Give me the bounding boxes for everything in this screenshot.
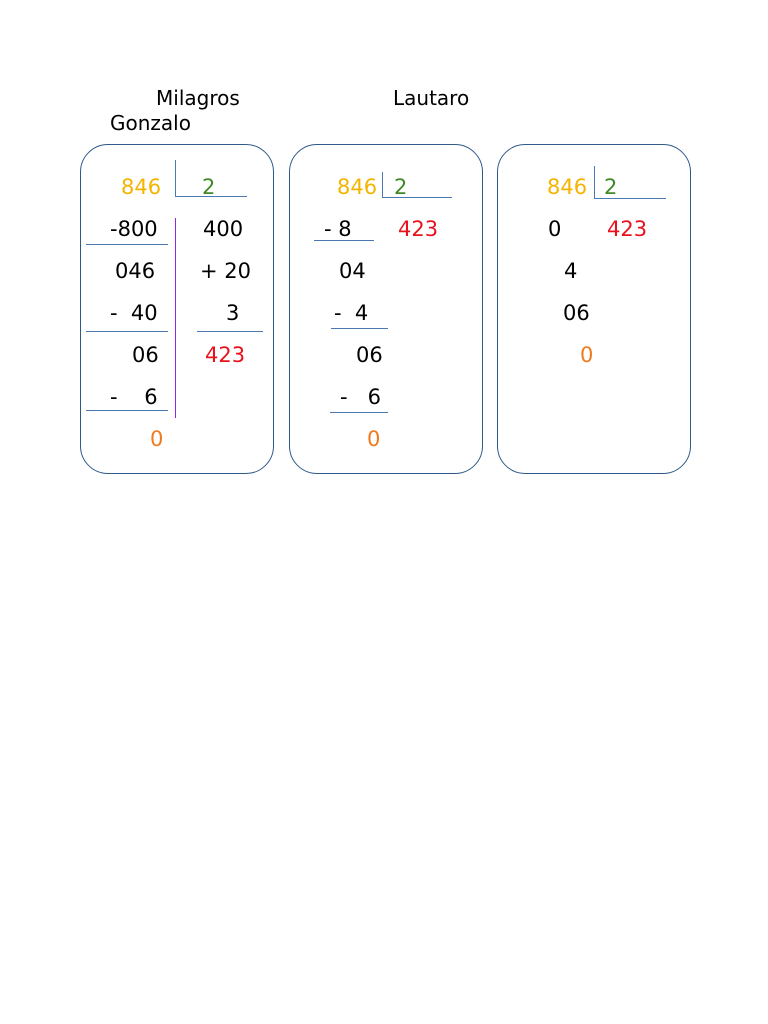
card1-dividend: 846 xyxy=(121,175,162,199)
card1-divisor: 2 xyxy=(202,175,216,199)
card1-partial-2: + 20 xyxy=(200,259,251,283)
card2-underline-2 xyxy=(331,328,388,329)
name-lautaro: Lautaro xyxy=(393,86,470,110)
card1-sum-line xyxy=(197,331,263,332)
card3-row-2: 4 xyxy=(564,259,578,283)
card2-dividend: 846 xyxy=(337,175,378,199)
card3-dividend: 846 xyxy=(547,175,588,199)
card2-bracket-horizontal xyxy=(382,197,452,198)
card1-quotient: 423 xyxy=(205,343,246,367)
name-milagros: Milagros xyxy=(156,86,240,110)
card3-remainder: 0 xyxy=(580,343,594,367)
card2-row-4: 06 xyxy=(356,343,383,367)
card1-underline-2 xyxy=(86,331,168,332)
card1-remainder: 0 xyxy=(150,427,164,451)
name-gonzalo: Gonzalo xyxy=(110,111,191,135)
card2-row-3: - 4 xyxy=(334,301,369,325)
card1-row-1: -800 xyxy=(110,217,158,241)
card1-underline-3 xyxy=(86,410,168,411)
card3-bracket-horizontal xyxy=(594,198,666,199)
division-card-2 xyxy=(289,144,483,474)
card1-bracket-vertical xyxy=(175,160,176,196)
card1-row-3: - 40 xyxy=(110,301,158,325)
card2-divisor: 2 xyxy=(394,175,408,199)
card1-row-5: - 6 xyxy=(110,385,158,409)
card3-quotient: 423 xyxy=(607,217,648,241)
card2-row-2: 04 xyxy=(339,259,366,283)
card1-underline-1 xyxy=(86,244,168,245)
card2-remainder: 0 xyxy=(367,427,381,451)
card2-underline-3 xyxy=(330,412,388,413)
card1-row-4: 06 xyxy=(132,343,159,367)
card3-bracket-vertical xyxy=(594,166,595,199)
card1-bracket-horizontal xyxy=(175,196,247,197)
card3-divisor: 2 xyxy=(604,175,618,199)
card1-purple-divider xyxy=(175,218,176,418)
card3-row-1: 0 xyxy=(548,217,562,241)
card2-quotient: 423 xyxy=(398,217,439,241)
card2-row-5: - 6 xyxy=(340,385,381,409)
card2-row-1: - 8 xyxy=(324,217,352,241)
card3-row-3: 06 xyxy=(563,301,590,325)
card2-underline-1 xyxy=(314,240,374,241)
card1-partial-1: 400 xyxy=(203,217,244,241)
card1-partial-3: 3 xyxy=(226,301,240,325)
card2-bracket-vertical xyxy=(382,172,383,198)
card1-row-2: 046 xyxy=(115,259,156,283)
